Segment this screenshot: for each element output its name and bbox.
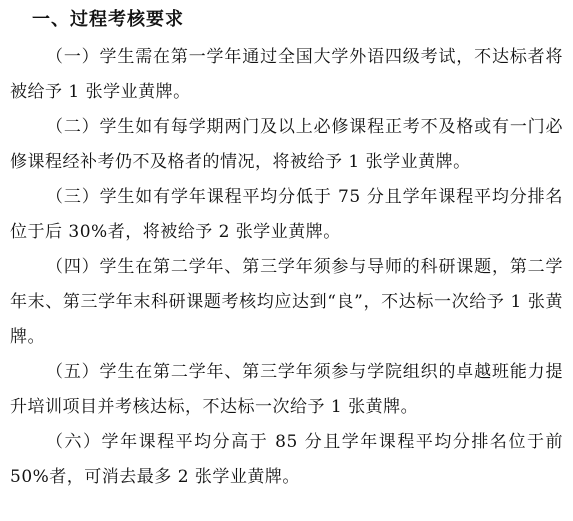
- requirement-item-3: （三）学生如有学年课程平均分低于 75 分且学年课程平均分排名位于后 30%者，将被给予 2 张学业黄牌。: [10, 187, 563, 242]
- requirement-item-4: （四）学生在第二学年、第三学年须参与导师的科研课题，第二学年末、第三学年末科研课题考核均应达到“良”，不达标一次给予 1 张黄牌。: [10, 257, 563, 347]
- requirement-item-2: （二）学生如有每学期两门及以上必修课程正考不及格或有一门必修课程经补考仍不及格者的情况，将被给予 1 张学业黄牌。: [10, 117, 563, 172]
- requirement-item-5: （五）学生在第二学年、第三学年须参与学院组织的卓越班能力提升培训项目并考核达标，不达标一次给予 1 张黄牌。: [10, 362, 563, 417]
- requirement-item-6: （六）学年课程平均分高于 85 分且学年课程平均分排名位于前 50%者，可消去最多 2 张学业黄牌。: [10, 432, 563, 487]
- requirement-item-1: （一）学生需在第一学年通过全国大学外语四级考试，不达标者将被给予 1 张学业黄牌。: [10, 47, 563, 102]
- section-heading: 一、过程考核要求: [32, 9, 184, 30]
